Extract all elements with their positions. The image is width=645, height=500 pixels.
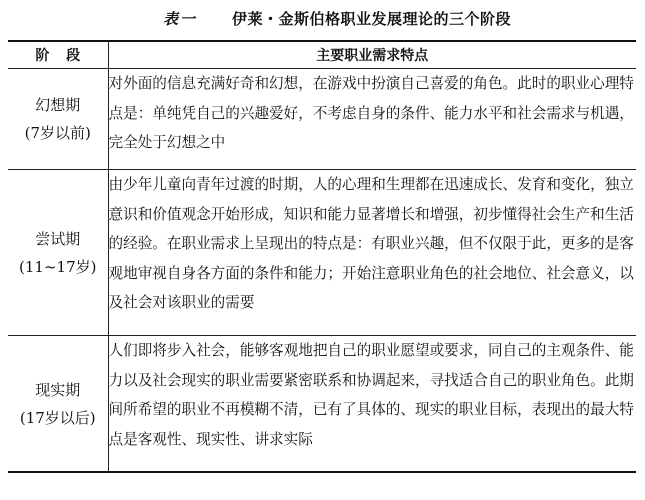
features-cell [108, 336, 636, 473]
header-stage: 阶段 [8, 41, 108, 69]
features-line: 点是客观性、现实性、讲求实际 [108, 430, 313, 448]
table-row [8, 336, 636, 473]
table-header-row [8, 41, 636, 69]
features-line: 对外面的信息充满好奇和幻想，在游戏中扮演自己喜爱的角色。此时的职业心理特 [108, 75, 634, 92]
stage-age: (17岁以后) [19, 408, 96, 427]
features-line: 由少年儿童向青年过渡的时期，人的心理和生理都在迅速成长、发育和变化，独立 [108, 176, 634, 193]
features-line: 完全处于幻想之中 [108, 134, 226, 151]
table-row [8, 170, 636, 336]
features-cell [108, 170, 636, 336]
features-line: 人们即将步入社会，能够客观地把自己的职业愿望或要求，同自己的主观条件、能 [108, 342, 634, 359]
features-line: 及社会对该职业的需要 [108, 294, 255, 311]
features-line: 点是：单纯凭自己的兴趣爱好，不考虑自身的条件、能力水平和社会需求与机遇， [108, 104, 634, 122]
stage-cell [8, 170, 108, 336]
career-stages-table [8, 40, 636, 473]
table-caption [0, 6, 645, 32]
features-line: 间所希望的职业不再模糊不清，已有了具体的、现实的职业目标，表现出的最大特 [108, 401, 634, 418]
stage-age: (7岁以前) [24, 124, 91, 142]
stage-name: 尝试期 [35, 229, 81, 248]
table-row [8, 69, 636, 170]
table-title: 伊莱・金斯伯格职业发展理论的三个阶段 [232, 10, 512, 28]
stage-age: (11~17岁) [19, 257, 97, 276]
features-line: 力以及社会现实的职业需要紧密联系和协调起来，寻找适合自己的职业角色。此期 [108, 371, 634, 389]
features-line: 意识和价值观念开始形成，知识和能力显著增长和增强，初步懂得社会生产和生活 [108, 205, 634, 223]
features-line: 观地审视自身各方面的条件和能力；开始注意职业角色的社会地位、社会意义，以 [108, 264, 634, 282]
stage-name: 幻想期 [35, 96, 81, 114]
features-cell [108, 69, 636, 170]
header-features: 主要职业需求特点 [108, 41, 636, 69]
table-number-label: 表一 [163, 10, 198, 28]
stage-cell [8, 336, 108, 473]
stage-name: 现实期 [35, 380, 81, 399]
features-line: 的经验。在职业需求上呈现出的特点是：有职业兴趣，但不仅限于此，更多的是客 [108, 235, 634, 252]
stage-cell [8, 69, 108, 170]
